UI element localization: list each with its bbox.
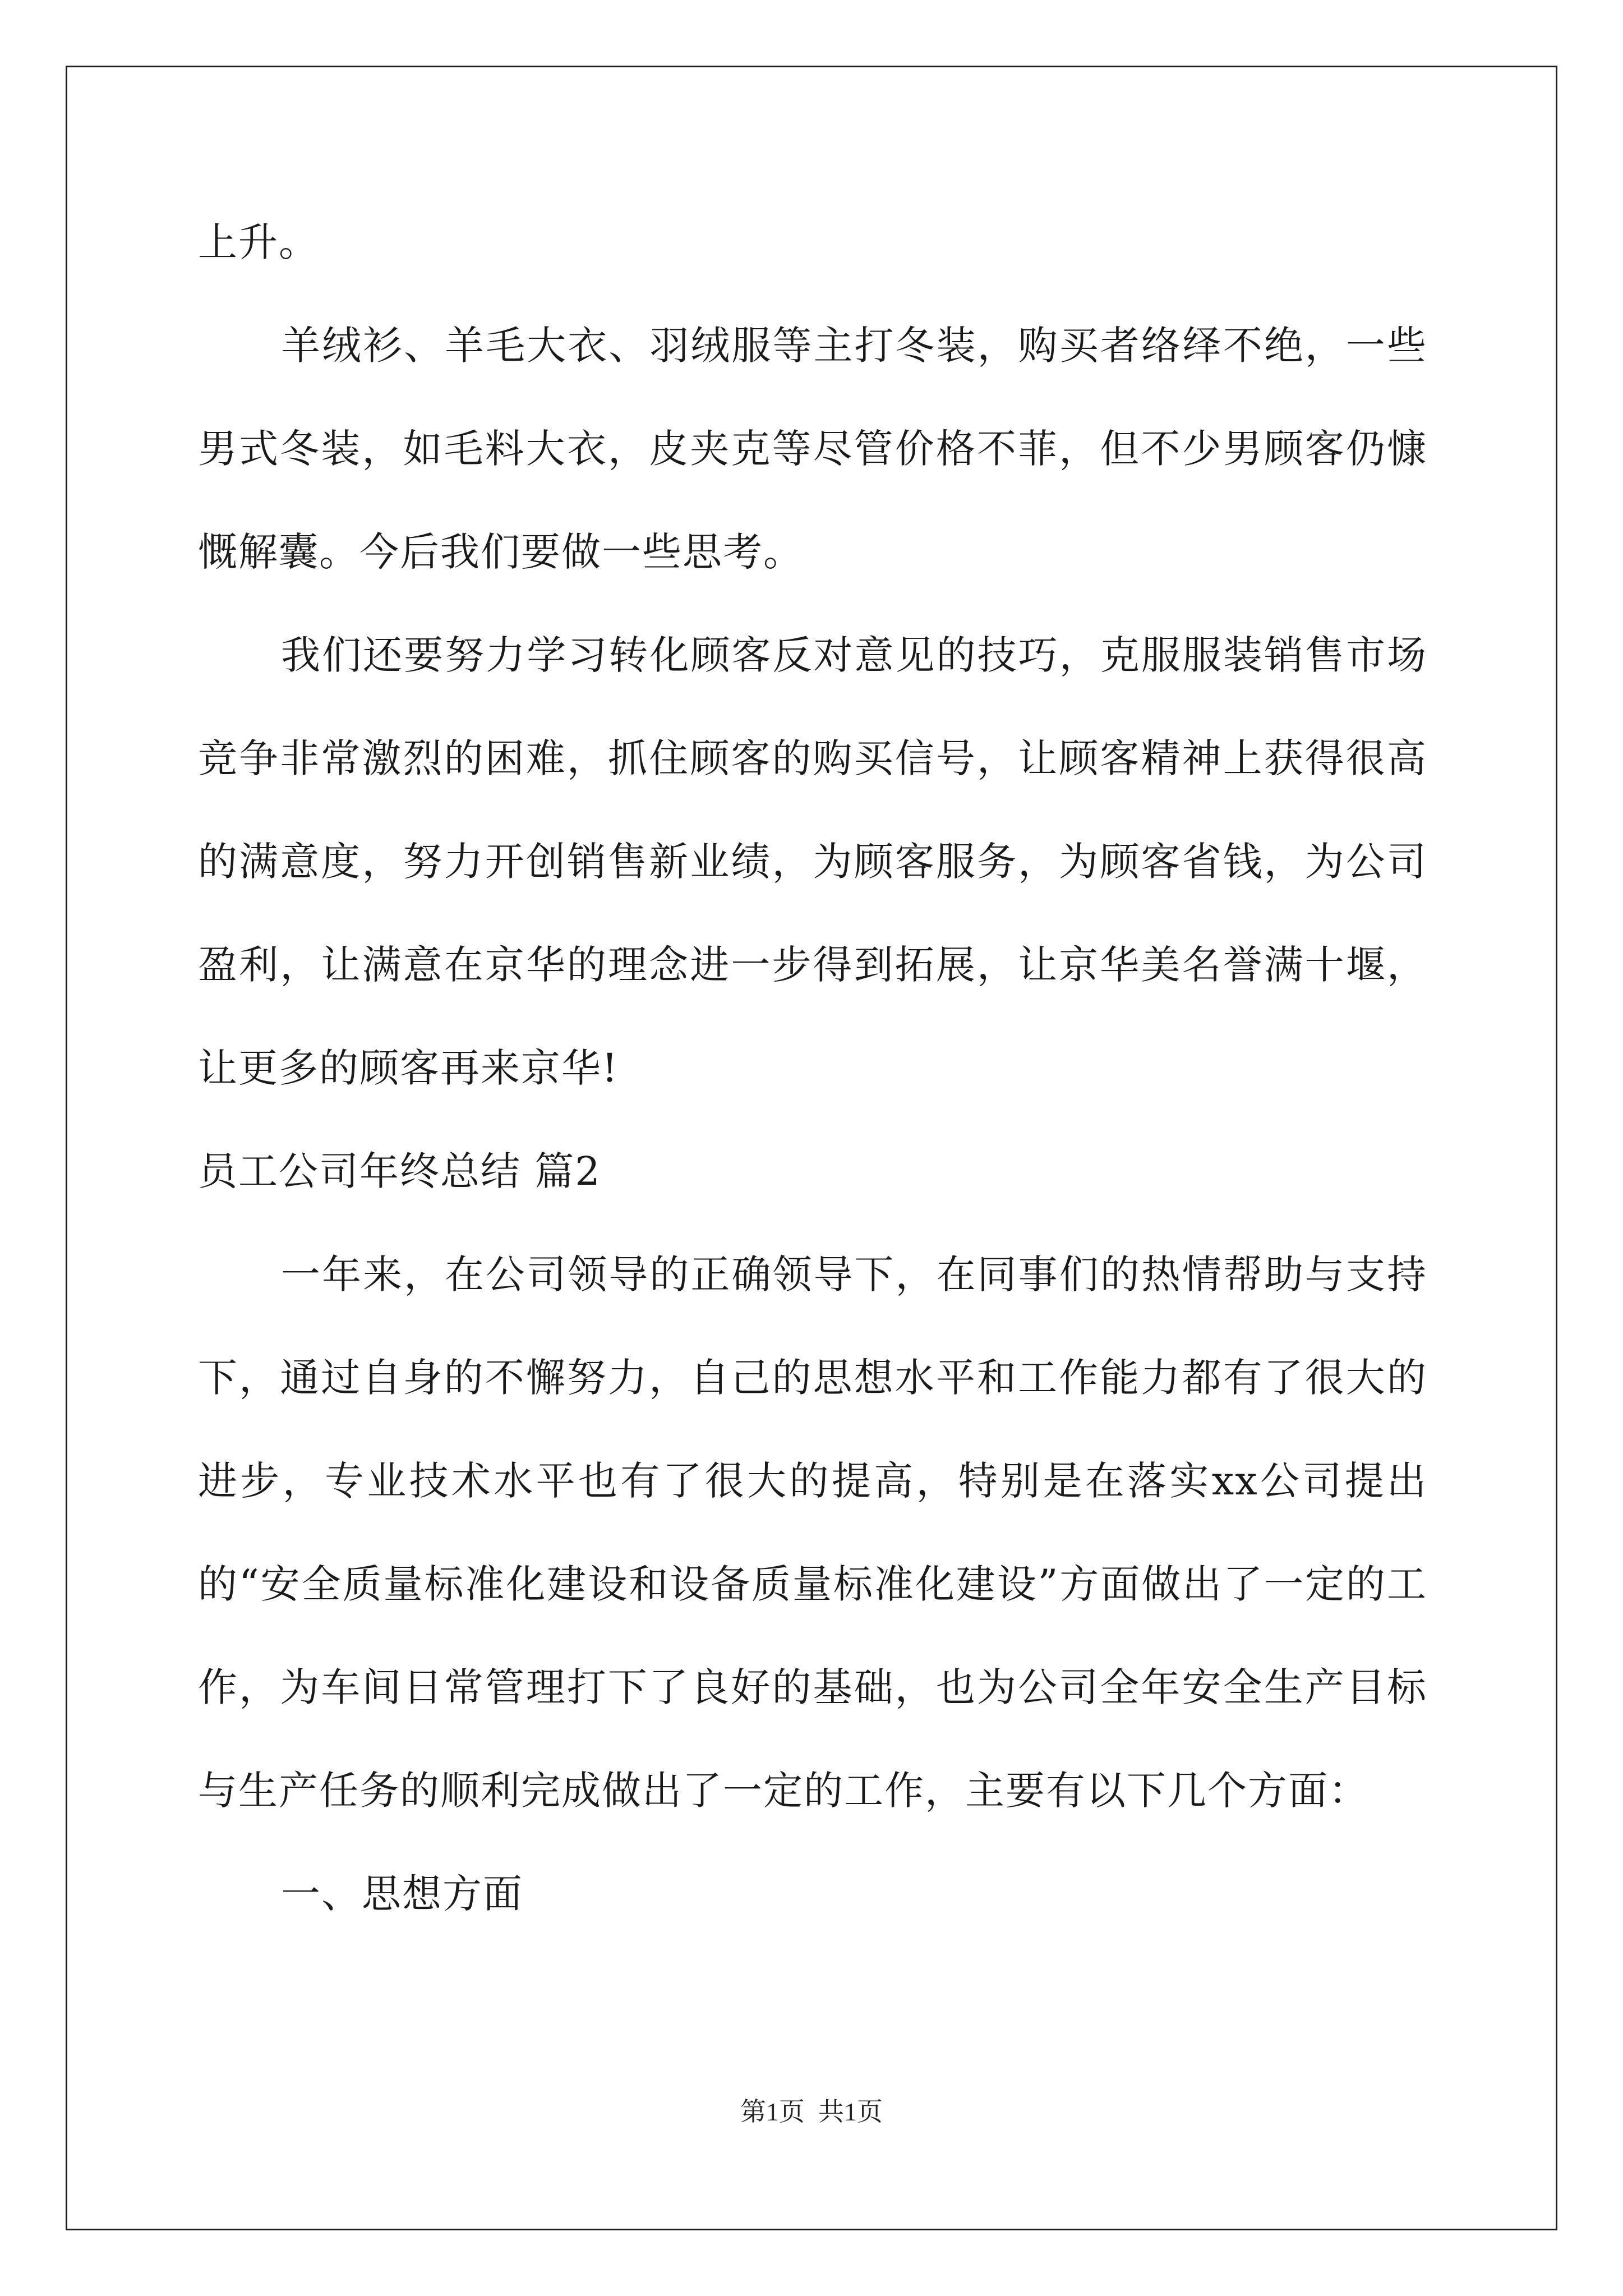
document-body — [198, 191, 1427, 1945]
subheading-thought: 一、思想方面 — [281, 1871, 523, 1917]
page-number: 第1页 — [740, 2097, 805, 2126]
paragraph-4: 一年来，在公司领导的正确领导下，在同事们的热情帮助与支持下，通过自身的不懈努力，自己的思想水平和工作能力都有了很大的进步，专业技术水平也有了很大的提高，特别是在落实xx公司提出的“安全质量标准化建设和设备质量标准化建设”方面做出了一定的工作，为车间日常管理打下了良好的基础，也为公司全年安全生产目标与生产任务的顺利完成做出了一定的工作，主要有以下几个方面： — [198, 1251, 1427, 1814]
page-footer — [0, 2095, 1623, 2129]
paragraph-3: 我们还要努力学习转化顾客反对意见的技巧，克服服装销售市场竞争非常激烈的困难，抓住顾客的购买信号，让顾客精神上获得很高的满意度，努力开创销售新业绩，为顾客服务，为顾客省钱，为公司盈利，让满意在京华的理念进一步得到拓展，让京华美名誉满十堰，让更多的顾客再来京华! — [198, 632, 1427, 1091]
paragraph-2: 羊绒衫、羊毛大衣、羽绒服等主打冬装，购买者络绎不绝，一些男式冬装，如毛料大衣，皮夹克等尽管价格不菲，但不少男顾客仍慷慨解囊。今后我们要做一些思考。 — [198, 323, 1427, 575]
section-heading: 员工公司年终总结 篇2 — [198, 1148, 601, 1194]
paragraph-1: 上升。 — [198, 219, 319, 265]
page-total: 共1页 — [818, 2097, 883, 2126]
